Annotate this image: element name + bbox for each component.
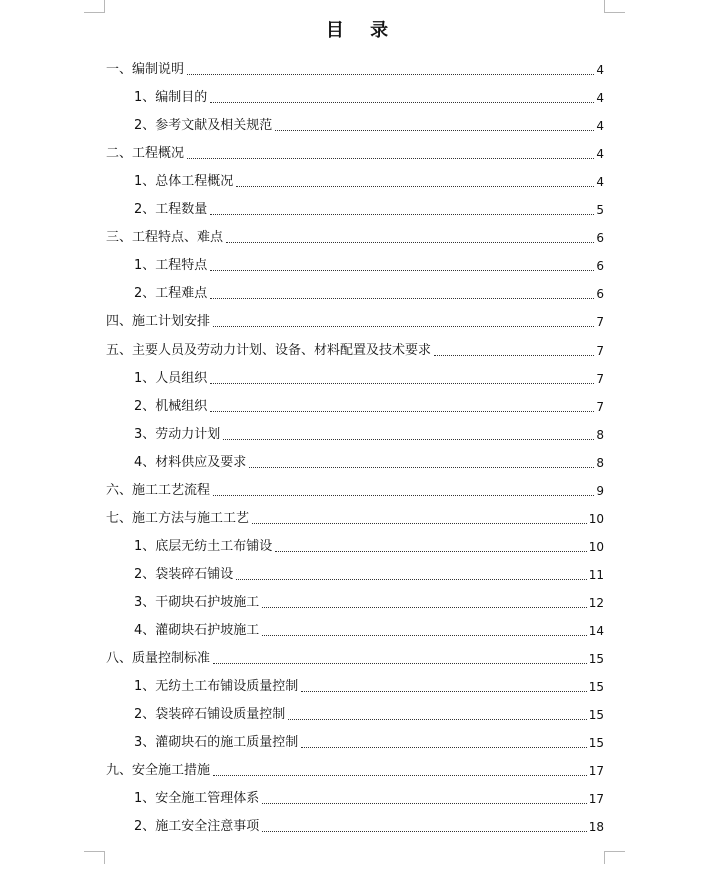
toc-dot-leader [262, 635, 586, 636]
toc-entry-subsection[interactable] [0, 275, 714, 303]
toc-entry-page-number: 15 [588, 736, 604, 751]
toc-entry-subsection[interactable] [0, 556, 714, 584]
toc-entry-label: 3、干砌块石护坡施工 [134, 594, 260, 610]
toc-dot-leader [262, 607, 586, 608]
toc-entry-label: 1、安全施工管理体系 [134, 791, 260, 807]
toc-entry-label: 2、袋装碎石铺设质量控制 [134, 707, 286, 723]
toc-dot-leader [210, 298, 594, 299]
toc-entry-section[interactable] [0, 135, 714, 163]
toc-dot-leader [210, 411, 594, 412]
toc-dot-leader [223, 439, 594, 440]
toc-entry-page-number: 10 [588, 511, 604, 526]
toc-entry-label: 4、灌砌块石护坡施工 [134, 623, 260, 638]
toc-entry-label: 2、工程数量 [134, 202, 208, 218]
toc-dot-leader [236, 579, 586, 580]
toc-entry-page-number: 18 [588, 820, 604, 835]
toc-entry-page-number: 4 [596, 175, 604, 190]
toc-entry-subsection[interactable] [0, 696, 714, 724]
toc-entry-subsection[interactable] [0, 79, 714, 107]
toc-dot-leader [213, 663, 587, 664]
crop-mark-top-right [604, 0, 625, 13]
toc-entry-label: 2、施工安全注意事项 [134, 819, 260, 835]
toc-dot-leader [210, 102, 594, 103]
toc-entry-page-number: 14 [588, 624, 604, 638]
toc-dot-leader [213, 775, 587, 776]
toc-entry-page-number: 8 [596, 455, 604, 470]
toc-dot-leader [226, 242, 594, 243]
toc-dot-leader [252, 523, 587, 524]
toc-entry-page-number: 7 [596, 371, 604, 386]
toc-entry-subsection[interactable] [0, 780, 714, 808]
toc-title: 目 录 [325, 20, 399, 41]
toc-entry-section[interactable] [0, 303, 714, 331]
toc-dot-leader [275, 551, 586, 552]
toc-entry-label: 4、材料供应及要求 [134, 454, 247, 470]
toc-dot-leader [249, 467, 594, 468]
toc-entry-page-number: 17 [588, 764, 604, 779]
toc-dot-leader [213, 326, 594, 327]
toc-entry-label: 2、机械组织 [134, 398, 208, 414]
toc-entry-label: 1、无纺土工布铺设质量控制 [134, 679, 299, 695]
toc-entry-page-number: 7 [596, 343, 604, 358]
toc-entry-label: 3、劳动力计划 [134, 426, 221, 442]
toc-entry-label: 六、施工工艺流程 [106, 482, 211, 498]
toc-entry-section[interactable] [0, 640, 714, 668]
toc-entry-page-number: 12 [588, 595, 604, 610]
toc-entry-label: 2、袋装碎石铺设 [134, 566, 234, 582]
toc-entry-label: 五、主要人员及劳动力计划、设备、材料配置及技术要求 [106, 342, 432, 358]
toc-entry-label: 1、底层无纺土工布铺设 [134, 538, 273, 554]
toc-entry-label: 2、工程难点 [134, 286, 208, 302]
toc-dot-leader [187, 158, 594, 159]
toc-entry-page-number: 7 [596, 315, 604, 330]
toc-entry-label: 九、安全施工措施 [106, 763, 211, 779]
toc-entry-label: 1、编制目的 [134, 90, 208, 106]
toc-dot-leader [288, 719, 586, 720]
toc-entry-page-number: 4 [596, 119, 604, 134]
toc-entry-subsection[interactable] [0, 416, 714, 444]
toc-entry-subsection[interactable] [0, 612, 714, 640]
crop-mark-top-left [84, 0, 105, 13]
toc-dot-leader [434, 355, 594, 356]
toc-dot-leader [187, 74, 594, 75]
toc-entry-page-number: 6 [596, 287, 604, 302]
toc-entry-section[interactable] [0, 51, 714, 79]
toc-entry-subsection[interactable] [0, 247, 714, 275]
toc-entry-section[interactable] [0, 472, 714, 500]
toc-entry-subsection[interactable] [0, 444, 714, 472]
toc-entry-page-number: 4 [596, 63, 604, 77]
toc-dot-leader [262, 803, 586, 804]
toc-entry-label: 2、参考文献及相关规范 [134, 118, 273, 134]
toc-entry-page-number: 7 [596, 399, 604, 414]
crop-mark-bottom-left [84, 851, 105, 864]
toc-entry-page-number: 10 [588, 539, 604, 554]
toc-entry-page-number: 17 [588, 792, 604, 807]
toc-entry-subsection[interactable] [0, 528, 714, 556]
toc-entry-page-number: 6 [596, 231, 604, 246]
toc-entry-label: 二、工程概况 [106, 146, 185, 162]
toc-entry-label: 1、人员组织 [134, 370, 208, 386]
toc-entry-page-number: 15 [588, 652, 604, 667]
toc-entry-section[interactable] [0, 219, 714, 247]
toc-entry-label: 3、灌砌块石的施工质量控制 [134, 735, 299, 751]
crop-mark-bottom-right [604, 851, 625, 864]
toc-entry-section[interactable] [0, 500, 714, 528]
toc-entry-subsection[interactable] [0, 388, 714, 416]
toc-entry-page-number: 15 [588, 680, 604, 695]
toc-entry-label: 四、施工计划安排 [106, 314, 211, 330]
toc-dot-leader [301, 691, 586, 692]
toc-entry-subsection[interactable] [0, 668, 714, 696]
toc-entry-page-number: 4 [596, 91, 604, 106]
toc-entry-page-number: 15 [588, 708, 604, 723]
toc-entry-subsection[interactable] [0, 191, 714, 219]
toc-entry-page-number: 8 [596, 427, 604, 442]
toc-entry-subsection[interactable] [0, 163, 714, 191]
toc-dot-leader [275, 130, 594, 131]
toc-dot-leader [210, 383, 594, 384]
toc-entry-label: 一、编制说明 [106, 62, 185, 77]
toc-entry-subsection[interactable] [0, 584, 714, 612]
toc-dot-leader [210, 270, 594, 271]
toc-entry-subsection[interactable] [0, 724, 714, 752]
toc-entry-label: 1、总体工程概况 [134, 174, 234, 190]
toc-entry-section[interactable] [0, 752, 714, 780]
toc-entry-subsection[interactable] [0, 808, 714, 836]
toc-entry-label: 七、施工方法与施工工艺 [106, 510, 250, 526]
toc-entry-page-number: 9 [596, 483, 604, 498]
toc-entry-page-number: 6 [596, 259, 604, 274]
toc-entry-subsection[interactable] [0, 107, 714, 135]
toc-entry-label: 1、工程特点 [134, 258, 208, 274]
toc-dot-leader [262, 831, 586, 832]
toc-dot-leader [236, 186, 594, 187]
toc-entry-subsection[interactable] [0, 360, 714, 388]
toc-entry-label: 三、工程特点、难点 [106, 230, 224, 246]
toc-entry-page-number: 11 [588, 567, 604, 582]
toc-entry-label: 八、质量控制标准 [106, 651, 211, 667]
toc-dot-leader [301, 747, 586, 748]
toc-entry-page-number: 4 [596, 147, 604, 162]
toc-entry-page-number: 5 [596, 203, 604, 218]
toc-dot-leader [213, 495, 594, 496]
toc-entry-section[interactable] [0, 332, 714, 360]
toc-dot-leader [210, 214, 594, 215]
